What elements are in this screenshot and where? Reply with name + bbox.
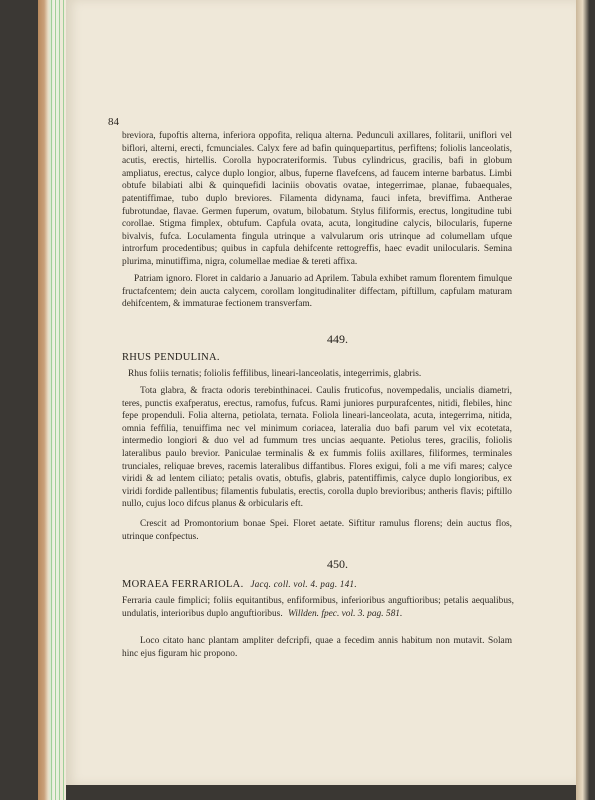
entry-449-number: 449.	[327, 332, 348, 346]
entry-449-title: RHUS PENDULINA.	[122, 352, 220, 363]
page-number: 84	[108, 116, 119, 128]
page-right-edge	[576, 0, 595, 800]
entry-450-number: 450.	[327, 557, 348, 571]
entry-450-title: MORAEA FERRARIOLA.	[122, 579, 244, 590]
entry-449-habitat: Crescit ad Promontorium bonae Spei. Floret aetate. Siftitur ramulus florens; dein auctus flos, utrinque confpectus.	[122, 519, 512, 542]
left-cover	[0, 0, 38, 800]
entry-449-diagnosis: Rhus foliis ternatis; foliolis feffilibus, lineari-lanceolatis, integerrimis, glabris.	[128, 369, 422, 379]
description-paragraph-2: Patriam ignoro. Floret in caldario a Januario ad Aprilem. Tabula exhibet ramum florentem fimulque fructafcentem; dein aucta calycem, corollam longitudinaliter diffectam, piftillum, capfulam maturam dehifcentem, & immaturae fectionem transverfam.	[122, 274, 512, 310]
entry-450-diagnosis-block	[122, 595, 514, 620]
entry-450-description: Loco citato hanc plantam ampliter defcripfi, quae a fecedim annis habitum non mutavit. Solam hinc ejus figuram hic propono.	[122, 636, 512, 659]
entry-450-diagnosis: Ferraria caule fimplici; foliis equitantibus, enfiformibus, inferioribus anguftioribus; petalis aequalibus, undulatis, interioribus duplo anguftioribus.	[122, 596, 514, 619]
page-bottom-shadow	[66, 785, 576, 800]
entry-450-reference: Jacq. coll. vol. 4. pag. 141.	[250, 579, 357, 589]
entry-450-heading	[122, 579, 357, 590]
description-paragraph-1: breviora, fupoftis alterna, inferiora oppofita, reliqua alterna. Pedunculi axillares, folitarii, uniflori vel biflori, alterni, erecti, fcmunciales. Calyx fere ad bafin quinquepartitus, perfiftens; foliolis lanceolatis, acutis, erectis, hirtellis. Corolla hypocrateriformis. Tubus cylindricus, gracilis, bafi in globum ampliatus, erectus, calyce duplo longior, albus, fuperne flavefcens, ad faucem interne barbatus. Limbi obtufe bilabiati albi & quinquefidi laciniis obovatis ovatae, integerrimae, planae, fubaequales, patentiffimae, tubo duplo breviores. Filamenta didynama, fauci infeta, breviffima. Antherae fubrotundae, flavae. Germen fuperum, ovatum, bilobatum. Stylus filiformis, erectus, longitudine tubi corollae. Stigma fimplex, obtufum. Capfula ovata, acuta, longitudine calycis, bilocularis, fuperne bivalvis, fufca. Loculamenta fingula utrinque a valvularum oris utrinque ad columellam ufque introrfum procedentibus; quibus in capfula dehifcente rettogreffis, haec evadit unilocularis. Semina plurima, minutiffima, nigra, columellae mediae & tereti affixa.	[122, 131, 512, 267]
entry-449-description: Tota glabra, & fracta odoris terebinthinacei. Caulis fruticofus, novempedalis, uncialis diametri, teres, punctis exafperatus, erectus, ramofus, fufcus. Rami juniores purpurafcentes, nitidi, flebiles, hinc fepe propenduli. Folia alterna, petiolata, ternata. Foliola lineari-lanceolata, acuta, integerrima, nitida, omnia feffilia, tenuiffima nec vel minimum coriacea, lateralia duo bafi parum vel vix ecotetata, intermedio longiori & duo vel ad fummum tres uncias aequante. Petiolus teres, gracilis, foliolis lateralibus paulo brevior. Paniculae terminalis & ex fummis foliis axillares, filiformes, terminales trunciales, reliquae breves, racemis lateralibus diffantibus. Flores exigui, foli a me vifi mares; calyce viridi & ad lentem ciliato; petalis ovatis, obtufis, glabris, patentiffimis, calyce duplo longioribus, ex viridi fordide pallentibus; filamentis fubulatis, erectis, corolla duplo brevioribus; antheris flavis; piftillo nullo, cujus loco difcus planus & orbicularis eft.	[122, 386, 512, 510]
entry-450-diagnosis-ref: Willden. fpec. vol. 3. pag. 581.	[288, 608, 403, 619]
